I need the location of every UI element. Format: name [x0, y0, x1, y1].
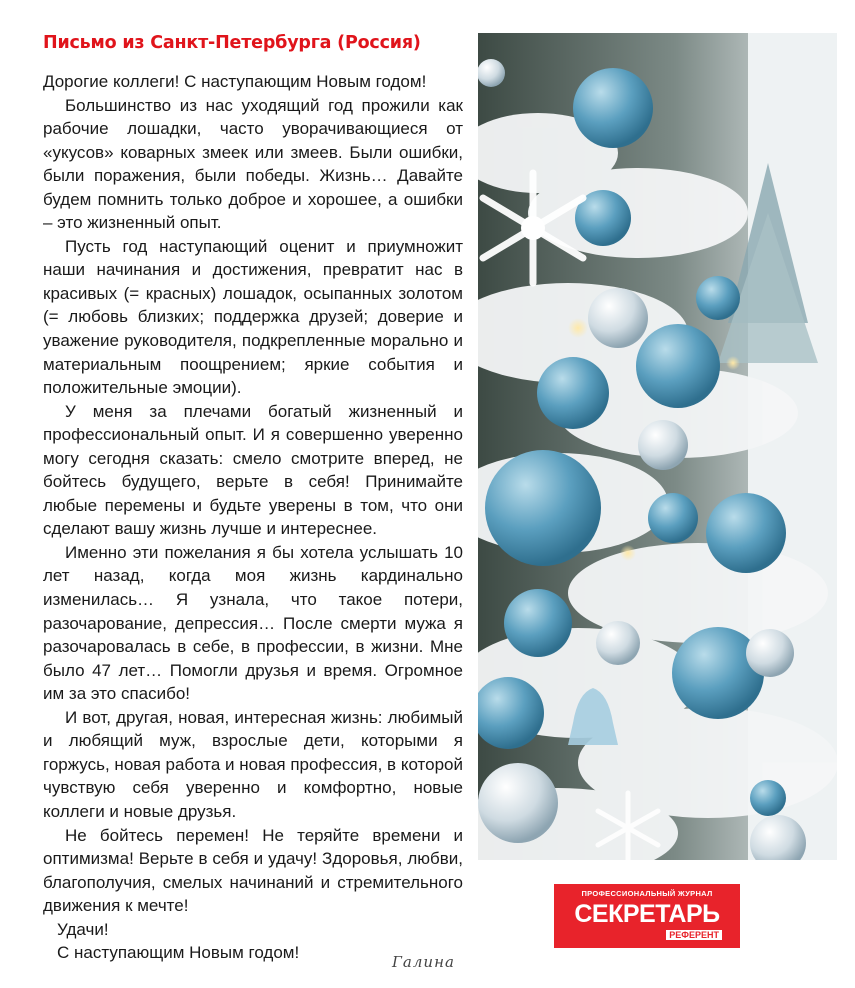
logo-subname: РЕФЕРЕНТ: [666, 930, 722, 940]
christmas-tree-photo: [478, 33, 837, 860]
logo-tagline: ПРОФЕССИОНАЛЬНЫЙ ЖУРНАЛ: [581, 889, 713, 898]
paragraph: Именно эти пожелания я бы хотела услышать 10 лет назад, когда моя жизнь кардинально изменилась… Я узнала, что такое потери, разочарование, депрессия… После смерти мужа я разочаровалась в себе, в профессии, в жизни. Мне было 47 лет… Помогли друзья и время. Огромное им за это спасибо!: [43, 542, 463, 704]
magazine-logo: [554, 884, 740, 948]
article-title: Письмо из Санкт-Петербурга (Россия): [43, 33, 421, 53]
paragraph-greeting: Дорогие коллеги! С наступающим Новым годом!: [43, 72, 427, 91]
paragraph: У меня за плечами богатый жизненный и профессиональный опыт. И я совершенно уверенно могу сегодня сказать: смело смотрите вперед, не бойтесь будущего, верьте в себя! Принимайте любые перемены и будьте уверены в том, что они сделают вашу жизнь лучше и интереснее.: [43, 401, 463, 539]
paragraph-closing: С наступающим Новым годом!: [57, 943, 300, 963]
paragraph: Не бойтесь перемен! Не теряйте времени и оптимизма! Верьте в себя и удачу! Здоровья, любви, благополучия, смелых начинаний и стремительного движения к мечте!: [43, 825, 463, 916]
tree-illustration: [478, 33, 837, 860]
logo-name: СЕКРЕТАРЬ: [574, 900, 720, 928]
letter-body: [43, 70, 463, 965]
paragraph-wish: Удачи!: [57, 919, 109, 939]
paragraph: Пусть год наступающий оценит и приумножит наши начинания и достижения, превратит нас в красивых (= красных) лошадок, осыпанных золотом (= любовь близких; поддержка друзей; доверие и уважение руководителя, подкрепленные морально и материальным поощрением; яркие события и положительные эмоции).: [43, 236, 463, 398]
paragraph: И вот, другая, новая, интересная жизнь: любимый и любящий муж, взрослые дети, которыми я горжусь, новая работа и новая профессия, в которой чувствую себя уверенно и комфортно, новые коллеги и новые друзья.: [43, 707, 463, 821]
signature: Галина: [392, 953, 455, 971]
paragraph: Большинство из нас уходящий год прожили как рабочие лошадки, часто уворачивающиеся от «укусов» коварных змеек или змеев. Были ошибки, были поражения, были победы. Жизнь… Давайте будем помнить только доброе и хорошее, а ошибки – это жизненный опыт.: [43, 95, 463, 233]
